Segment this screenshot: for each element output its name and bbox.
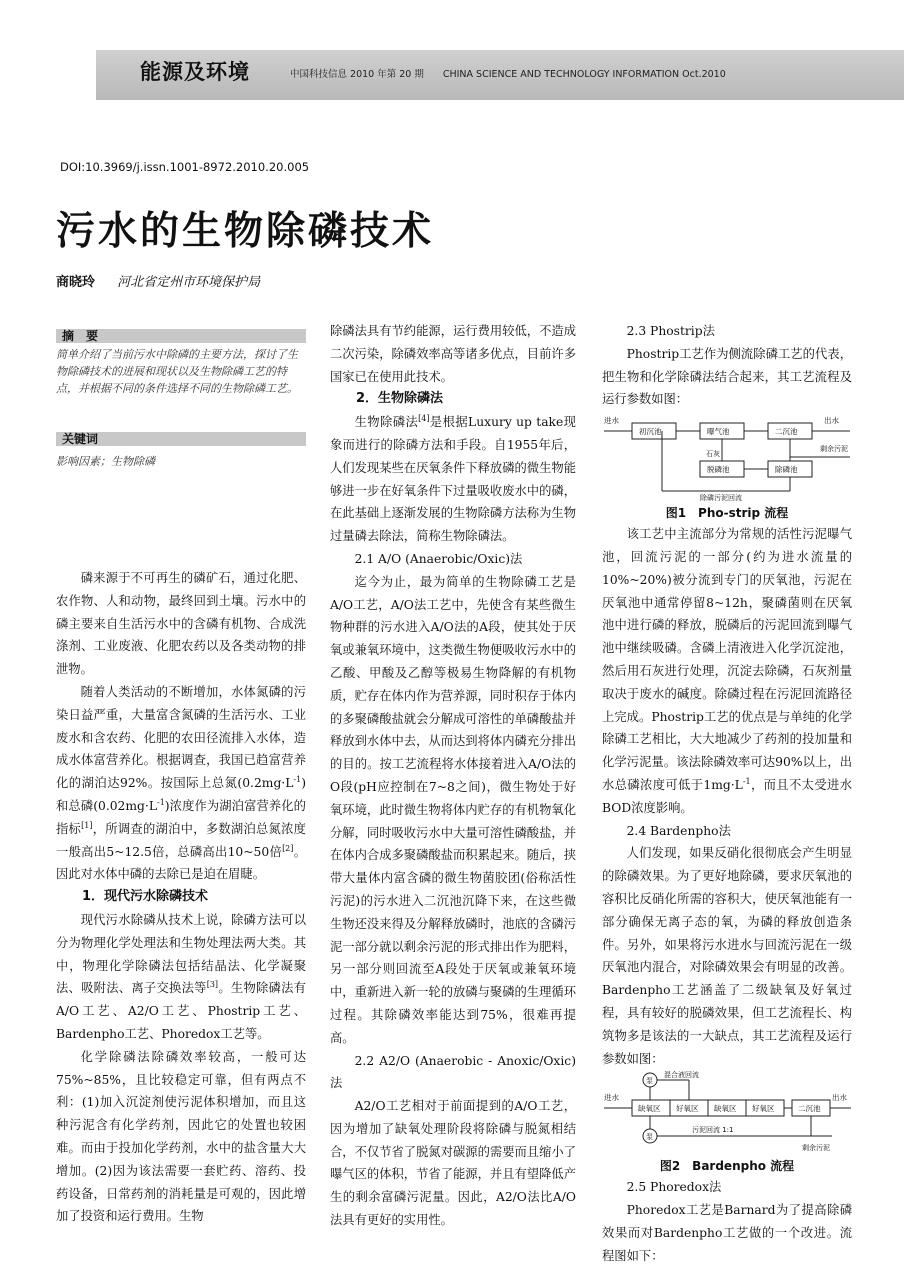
fig1-inlet-label: 进水 (604, 416, 619, 426)
fig1-lime-label: 石灰 (706, 450, 720, 459)
journal-info: 中国科技信息 2010 年第 20 期 CHINA SCIENCE AND TECHNOLOGY INFORMATION Oct.2010 (290, 69, 726, 80)
paragraph: 随着人类活动的不断增加，水体氮磷的污染日益严重，大量富含氮磷的生活污水、工业废水和含农药、化肥的农田径流排入水体，造成水体富营养化。根据调查，我国已趋富营养化的湖泊达92%。按国际上总氮$(0.2mg\cdot L^{-1})$和总磷$(0.02mg\cdot L^{-1})$浓度作为湖泊富营养化的指标[1]，所调查的湖泊中，多数湖泊总氮浓度一般高出5~12.5倍，总磷高出10~50倍[2]。因此对水体中磷的去除已是迫在眉睫。 (56, 684, 306, 882)
citation: [1] (81, 820, 93, 830)
figure-2-caption: 图2 Bardenpho 流程 (659, 1159, 795, 1174)
fig1-outlet-label: 出水 (824, 416, 839, 426)
fig1-box2-label: 曝气池 (707, 427, 730, 437)
fig1-box3-label: 二沉池 (775, 427, 798, 437)
section-heading: 1．现代污水除磷技术 (82, 889, 209, 905)
fig2-pump-label: 泵 (646, 1077, 653, 1086)
fig1-box1-label: 初沉池 (639, 427, 662, 437)
paragraph: 现代污水除磷从技术上说，除磷方法可以分为物理化学处理法和生物处理法两大类。其中，物理化学除磷法包括结晶法、化学凝聚法、吸附法、离子交换法等[3]。生物除磷法有A/O工艺、A2/O工艺、Phostrip工艺、Bardenpho工艺、Phoredox工艺等。 (56, 912, 306, 1041)
author-affiliation: 河北省定州市环境保护局 (117, 275, 261, 290)
abstract-text: 简单介绍了当前污水中除磷的主要方法，探讨了生物除磷技术的进展和现状以及生物除磷工艺的特点，并根据不同的条件选择不同的生物除磷工艺。 (56, 348, 298, 395)
subsection-heading: 2.3 Phostrip法 (626, 324, 715, 338)
bardenpho-flow-diagram (602, 1070, 852, 1156)
paragraph: 该工艺中主流部分为常规的活性污泥曝气池，回流污泥的一部分(约为进水流量的10%~20%)被分流到专门的厌氧池，污泥在厌氧池中通常停留8~12h，聚磷菌则在厌氧池中进行磷的释放，脱磷后的污泥回流到曝气池中继续吸磷。含磷上清液进入化学沉淀池，然后用石灰进行处理，沉淀去除磷，石灰剂量取决于废水的碱度。除磷过程在污泥回流路径上完成。Phostrip工艺的优点是与单纯的化学除磷工艺相比，大大地减少了药剂的投加量和化学污泥量。该法除磷效率可达90%以上，出水总磷浓度可低于$1mg\cdot L^{-1}$，而且不太受进水BOD浓度影响。 (602, 527, 852, 815)
keywords-label: 关键词 (56, 432, 306, 446)
fig2-inlet-label: 进水 (604, 1093, 619, 1103)
fig2-b2-label: 好氧区 (676, 1104, 699, 1114)
section-heading: 2．生物除磷法 (356, 391, 444, 407)
phostrip-flow-diagram (602, 411, 852, 503)
section-label: 能源及环境 (140, 60, 250, 84)
figure-1 (602, 411, 852, 523)
subsection-heading: 2.1 A/O (Anaerobic/Oxic)法 (354, 551, 523, 566)
paragraph: 除磷法具有节约能源，运行费用较低，不造成二次污染，除磷效率高等诸多优点，目前许多国家已在使用此技术。 (330, 324, 576, 384)
column-2 (330, 320, 576, 1232)
author-line (56, 271, 260, 290)
subsection-heading: 2.4 Bardenpho法 (626, 823, 731, 838)
paragraph: A2/O工艺相对于前面提到的A/O工艺，因为增加了缺氧处理阶段将除磷与脱氮相结合，不仅节省了脱氮对碳源的需要而且缩小了曝气区的体积，节省了能源，并且有望降低产生的剩余富磷污泥量。因此，A2/O法比A/O法具有更好的实用性。 (330, 1099, 576, 1228)
paragraph: Phoredox工艺是Barnard为了提高除磷效果而对Bardenpho工艺做的一个改进。流程图如下： (602, 1203, 852, 1263)
paragraph: 化学除磷法除磷效率较高，一般可达75%~85%，且比较稳定可靠，但有两点不利：(1)加入沉淀剂使污泥体积增加，而且这种污泥含有化学药剂，因此它的处置也较困难。而由于投加化学药剂，水中的盐含量大大增加。(2)因为该法需要一套贮药、溶药、投药设备，日常药剂的消耗量是可观的，因此增加了投资和运行费用。生物 (56, 1049, 306, 1224)
fig1-box4-label: 脱磷池 (707, 465, 730, 475)
citation: [3] (206, 980, 219, 990)
fig2-b1-label: 缺氧区 (638, 1104, 661, 1114)
keywords-text: 影响因素；生物除磷 (56, 455, 155, 468)
fig2-b3-label: 缺氧区 (714, 1104, 737, 1114)
column-3 (602, 320, 852, 1268)
fig1-box5-label: 除磷池 (775, 465, 798, 475)
paragraph: 磷来源于不可再生的磷矿石，通过化肥、农作物、人和动物，最终回到土壤。污水中的磷主要来自生活污水中的含磷有机物、合成洗涤剂、工业废液、化肥农药以及各类动物的排泄物。 (56, 571, 306, 677)
author-name: 商晓玲 (56, 275, 96, 290)
paragraph: 生物除磷法[4]是根据Luxury up take现象而进行的除磷方法和手段。自1955年后，人们发现某些在厌氧条件下释放磷的微生物能够进一步在好氧条件下过量吸收废水中的磷，在此基础上逐渐发展的生物除磷方法称为生物过量磷去除法，简称生物除磷法。 (330, 414, 576, 544)
fig2-return-label: 污泥回流 1:1 (692, 1126, 734, 1135)
paragraph: 迄今为止，最为简单的生物除磷工艺是A/O工艺，A/O法工艺中，先使含有某些微生物种群的污水进入A/O法的A段，使其处于厌氧或兼氧环境中，这类微生物便吸收污水中的乙酸、甲酸及乙醇等极易生物降解的有机物质，贮存在体内作为营养源，同时积存于体内的多聚磷酸盐就会分解成可溶性的单磷酸盐并释放到水体中去，从而达到将体内磷充分排出的目的。按工艺流程将水体接着进入A/O法的O段(pH应控制在7~8之间)，微生物处于好氧环境，此时微生物将体内贮存的有机物氧化分解，同时吸收污水中大量可溶性磷酸盐，并在体内合成多聚磷酸盐而积累起来。随后，挟带大量体内富含磷的微生物菌胶团(俗称活性污泥)的污水进入二沉池沉降下来，在这些微生物还没来得及分解释放磷时，池底的含磷污泥一部分就以剩余污泥的形式排出作为肥料，另一部分则回流至A段处于厌氧或兼氧环境中，重新进入新一轮的放磷与聚磷的生理循环过程。其除磷效率能达到75%，很难再提高。 (330, 574, 576, 1045)
fig2-sludge-out-label: 剩余污泥 (802, 1144, 830, 1153)
doi: DOI:10.3969/j.issn.1001-8972.2010.20.005 (60, 160, 310, 174)
figure-2 (602, 1070, 852, 1176)
fig2-b5-label: 二沉池 (798, 1104, 821, 1114)
fig2-pump2-label: 泵 (646, 1133, 653, 1142)
fig2-b4-label: 好氧区 (752, 1104, 775, 1114)
paragraph: 人们发现，如果反硝化很彻底会产生明显的除磷效果。为了更好地除磷，要求厌氧池的容积比反硝化所需的容积大，使厌氧池能有一部分确保无离子态的氧，为磷的释放创造条件。另外，如果将污水进水与回流污泥在一级厌氧池内混合，对除磷效果会有明显的改善。Bardenpho工艺涵盖了二级缺氧及好氧过程，具有较好的脱磷效果，但工艺流程长、构筑物多是该法的一大缺点，其工艺流程及运行参数如图： (602, 846, 852, 1066)
article-title: 污水的生物除磷技术 (56, 209, 435, 254)
column-1 (56, 567, 306, 1228)
abstract-label: 摘 要 (56, 329, 306, 343)
subsection-heading: 2.5 Phoredox法 (626, 1180, 722, 1195)
citation: [2] (282, 843, 294, 853)
fig2-recycle-label: 混合液回流 (664, 1071, 699, 1080)
figure-1-caption: 图1 Pho-strip 流程 (665, 506, 789, 521)
fig2-outlet-label: 出水 (832, 1093, 847, 1103)
citation: [4] (418, 414, 430, 424)
paragraph: Phostrip工艺作为侧流除磷工艺的代表，把生物和化学除磷法结合起来，其工艺流程及运行参数如图： (602, 346, 852, 407)
fig1-sludge-out-label: 剩余污泥 (820, 445, 848, 454)
fig1-return-label: 除磷污泥回流 (700, 494, 742, 503)
subsection-heading: 2.2 A2/O (Anaerobic - Anoxic/Oxic)法 (330, 1053, 576, 1091)
